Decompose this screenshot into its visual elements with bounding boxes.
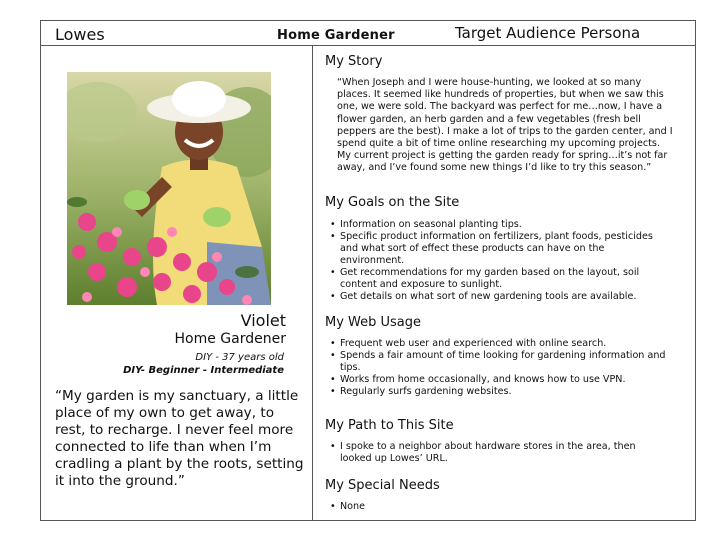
list-item: • Spends a fair amount of time looking for gardening information and tips. bbox=[329, 350, 669, 374]
list-item: • None bbox=[329, 501, 669, 513]
persona-type-label: Home Gardener bbox=[277, 28, 395, 43]
column-divider bbox=[312, 45, 313, 521]
list-item: • I spoke to a neighbor about hardware stores in the area, then looked up Lowes’ URL. bbox=[329, 441, 669, 465]
list-item: • Information on seasonal planting tips. bbox=[329, 219, 669, 231]
list-item: • Get recommendations for my garden based on the layout, soil content and exposure to sunlight. bbox=[329, 267, 669, 291]
persona-quote: “My garden is my sanctuary, a little place of my own to get away, to rest, to recharge. I never feel more connected to life than when I’m cradling a plant by the roots, setting it into the ground.” bbox=[55, 388, 304, 489]
goals-heading: My Goals on the Site bbox=[325, 195, 460, 210]
story-text: “When Joseph and I were house-hunting, we looked at so many places. It seemed like hundreds of properties, but when we saw this one, we were sold. The backyard was perfect for me…now, I have a flower garden, an herb garden and a few vegetables (fresh bell peppers are the best). I make a lot of trips to the garden center, and I spend quite a bit of time online researching my upcoming projects. My current project is getting the garden ready for spring…it’s not far away, and I’ve found some new things I’d like to try this season.” bbox=[337, 77, 673, 174]
persona-skill-level: DIY- Beginner - Intermediate bbox=[123, 365, 284, 376]
web-usage-list bbox=[329, 338, 669, 398]
list-item: • Specific product information on fertilizers, plant foods, pesticides and what sort of effect these products can have on the environment. bbox=[329, 231, 669, 267]
goals-list bbox=[329, 219, 669, 303]
special-needs-list bbox=[329, 501, 669, 513]
header-divider bbox=[40, 45, 696, 46]
list-item: • Frequent web user and experienced with online search. bbox=[329, 338, 669, 350]
persona-age: DIY - 37 years old bbox=[195, 352, 284, 363]
persona-name: Violet bbox=[240, 311, 286, 330]
story-heading: My Story bbox=[325, 54, 383, 69]
path-heading: My Path to This Site bbox=[325, 418, 454, 433]
path-list bbox=[329, 441, 669, 465]
special-needs-heading: My Special Needs bbox=[325, 478, 440, 493]
list-item: • Get details on what sort of new gardening tools are available. bbox=[329, 291, 669, 303]
list-item: • Works from home occasionally, and knows how to use VPN. bbox=[329, 374, 669, 386]
list-item: • Regularly surfs gardening websites. bbox=[329, 386, 669, 398]
brand-label: Lowes bbox=[55, 25, 105, 44]
document-title: Target Audience Persona bbox=[455, 24, 641, 42]
persona-role: Home Gardener bbox=[174, 331, 286, 347]
web-usage-heading: My Web Usage bbox=[325, 315, 422, 330]
persona-photo bbox=[67, 72, 271, 305]
